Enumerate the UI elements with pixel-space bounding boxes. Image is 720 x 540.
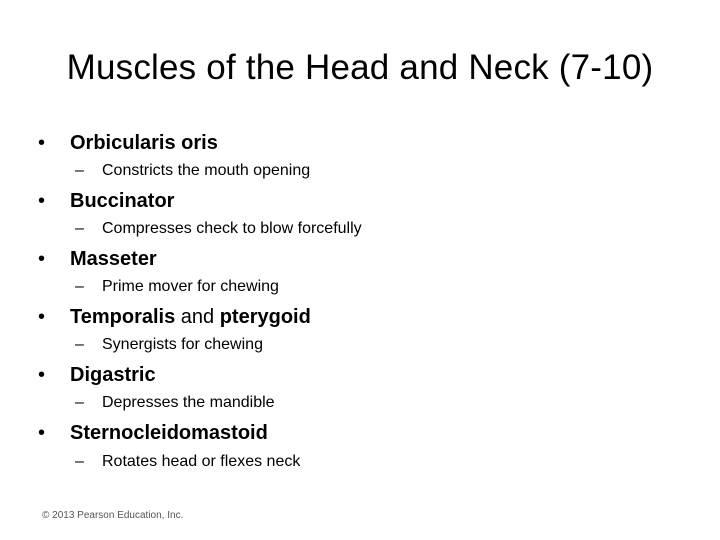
dash-glyph: – <box>75 278 84 295</box>
muscle-name: Temporalis <box>70 306 176 328</box>
sub-bullet-item <box>75 276 279 298</box>
bullet-item <box>38 246 157 272</box>
muscle-description: Compresses check to blow forcefully <box>102 220 362 237</box>
bullet-item <box>38 130 218 156</box>
sub-bullet-item <box>75 218 362 240</box>
dash-glyph: – <box>75 394 84 411</box>
slide-title: Muscles of the Head and Neck (7-10) <box>66 48 654 87</box>
copyright-footer: © 2013 Pearson Education, Inc. <box>42 510 184 521</box>
bullet-glyph: • <box>38 248 46 270</box>
dash-glyph: – <box>75 162 84 179</box>
muscle-name: Digastric <box>70 364 156 386</box>
dash-glyph: – <box>75 453 84 470</box>
muscle-description: Depresses the mandible <box>102 394 275 411</box>
bullet-glyph: • <box>38 132 46 154</box>
muscle-name: Buccinator <box>70 190 175 212</box>
muscle-description: Synergists for chewing <box>102 336 263 353</box>
bullet-glyph: • <box>38 422 46 444</box>
sub-bullet-item <box>75 160 310 182</box>
bullet-glyph: • <box>38 190 46 212</box>
sub-bullet-item <box>75 334 263 356</box>
muscle-description: Constricts the mouth opening <box>102 162 311 179</box>
bullet-item <box>38 188 174 214</box>
muscle-name: Sternocleidomastoid <box>70 422 268 444</box>
sub-bullet-item <box>75 392 275 414</box>
muscle-name: Orbicularis oris <box>70 132 218 154</box>
muscle-description: Prime mover for chewing <box>102 278 279 295</box>
muscle-name: Masseter <box>70 248 157 270</box>
dash-glyph: – <box>75 220 84 237</box>
bullet-glyph: • <box>38 364 46 386</box>
bullet-glyph: • <box>38 306 46 328</box>
sub-bullet-item <box>75 451 300 473</box>
bullet-item <box>38 420 268 446</box>
bullet-item <box>38 304 311 330</box>
dash-glyph: – <box>75 336 84 353</box>
muscle-name-2: pterygoid <box>219 306 311 328</box>
muscle-description: Rotates head or flexes neck <box>102 453 301 470</box>
joiner-text: and <box>175 306 220 328</box>
bullet-item <box>38 362 156 388</box>
